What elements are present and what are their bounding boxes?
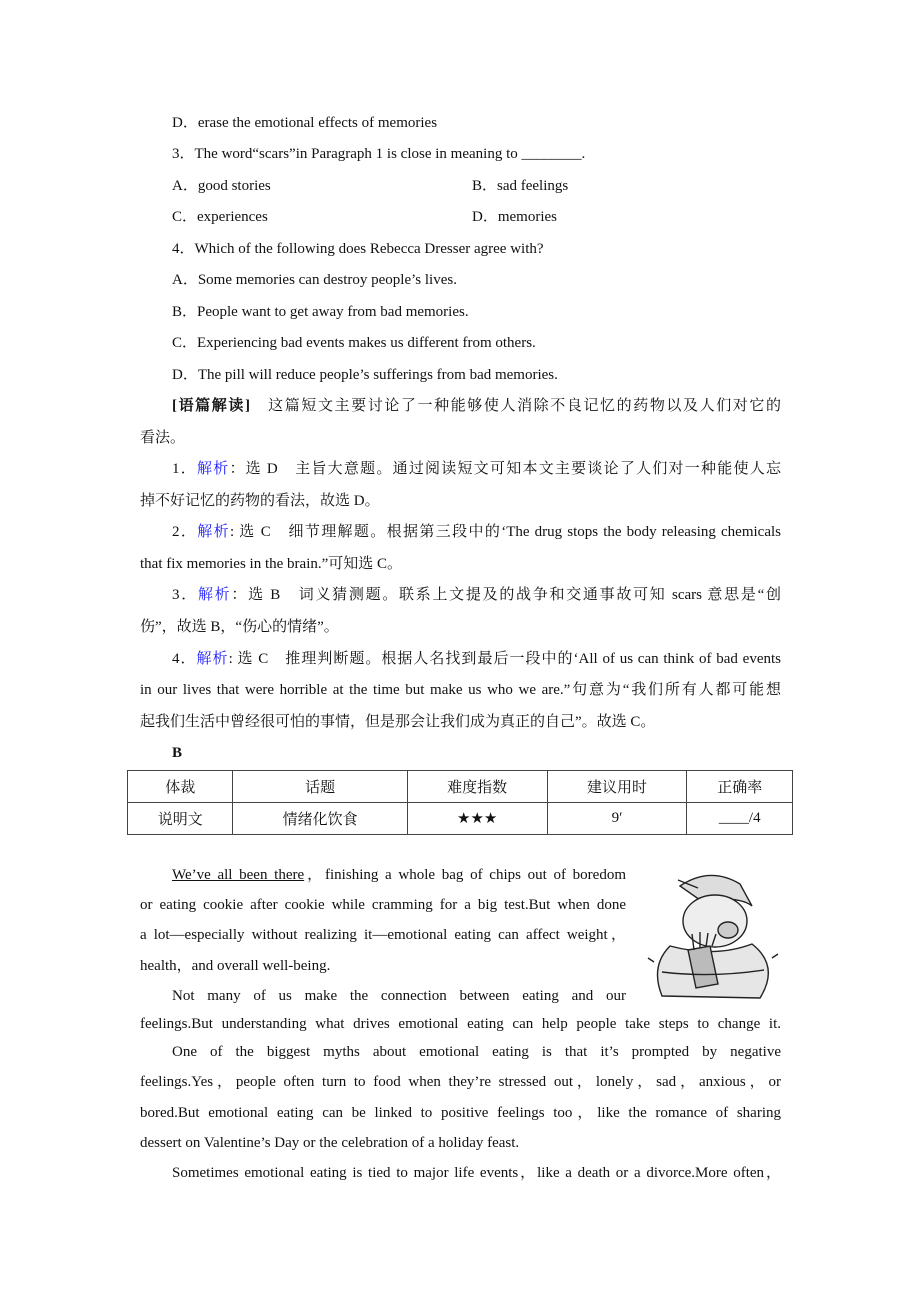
q4-option-b: B．People want to get away from bad memories.	[172, 304, 469, 320]
text: : 选 C 细节理解题。根据第三段中的‘The drug stops the body releasing chemicals	[229, 524, 781, 540]
q4-option-c: C．Experiencing bad events makes us different from others.	[172, 335, 536, 351]
q4-option-a: A．Some memories can destroy people’s lives.	[172, 272, 457, 288]
passage-p3-line-3: bored.But emotional eating can be linked to positive feelings too，like the romance of sharing	[140, 1105, 781, 1121]
section-b-heading: B	[172, 745, 183, 761]
analysis-1-line-2: 掉不好记忆的药物的看法，故选 D。	[140, 493, 380, 509]
q3-option-c: C．experiences	[172, 209, 268, 225]
passage-p1-line-3: a lot—especially without realizing it—emotional eating can affect weight，	[140, 927, 626, 943]
option-d: D．erase the emotional effects of memories	[172, 115, 438, 131]
passage-p3-line-2: feelings.Yes，people often turn to food when they’re stressed out，lonely，sad，anxious，or	[140, 1074, 781, 1090]
passage-p1-line-2: or eating cookie after cookie while cramming for a big test.But when done	[140, 897, 626, 913]
q3-option-a: A．good stories	[172, 178, 271, 194]
analysis-4	[172, 649, 781, 669]
header-cell: 建议用时	[547, 771, 687, 803]
table-row	[128, 803, 793, 835]
num: 1．	[172, 461, 197, 477]
keyword: 解析	[197, 587, 232, 603]
table-header-row	[128, 771, 793, 803]
num: 4．	[172, 651, 197, 667]
underlined-phrase: We’ve all been there	[172, 867, 305, 883]
passage-p2-line-1: Not many of us make the connection between eating and our	[172, 988, 626, 1004]
info-table	[127, 770, 793, 835]
question-3: 3．The word“scars”in Paragraph 1 is close in meaning to ________.	[172, 146, 586, 162]
summary-line-2: 看法。	[140, 430, 186, 446]
summary-text: 这篇短文主要讨论了一种能够使人消除不良记忆的药物以及人们对它的	[268, 398, 781, 414]
passage-p3-line-1: One of the biggest myths about emotional eating is that it’s prompted by negative	[172, 1044, 781, 1060]
analysis-1	[172, 459, 781, 479]
question-4: 4．Which of the following does Rebecca Dresser agree with?	[172, 241, 544, 257]
passage-p3-line-4: dessert on Valentine’s Day or the celebration of a holiday feast.	[140, 1135, 520, 1151]
keyword: 解析	[197, 524, 230, 540]
text: ：选 B 词义猜测题。联系上文提及的战争和交通事故可知 scars 意思是“创	[231, 587, 781, 603]
keyword: 解析	[196, 651, 229, 667]
keyword: 解析	[196, 461, 230, 477]
difficulty-stars: ★★★	[407, 803, 547, 835]
num: 3．	[172, 587, 198, 603]
cell: 9′	[547, 803, 687, 835]
q3-option-b: B．sad feelings	[472, 178, 569, 194]
cell: 说明文	[128, 803, 233, 835]
text: ，finishing a whole bag of chips out of boredom	[304, 867, 627, 883]
text: ：选 D 主旨大意题。通过阅读短文可知本文主要谈论了人们对一种能使人忘	[229, 461, 781, 477]
q4-option-d: D．The pill will reduce people’s sufferings from bad memories.	[172, 367, 558, 383]
analysis-4-line-3: 起我们生活中曾经很可怕的事情，但是那会让我们成为真正的自己”。故选 C。	[140, 714, 656, 730]
summary-label: [语篇解读]	[172, 398, 250, 414]
header-cell: 难度指数	[407, 771, 547, 803]
cell: ____/4	[687, 803, 793, 835]
cell: 情绪化饮食	[233, 803, 407, 835]
analysis-4-line-2: in our lives that were horrible at the time but make us who we are.”句意为“我们所有人都可能想	[140, 682, 781, 698]
passage-p4-line-1: Sometimes emotional eating is tied to major life events，like a death or a divorce.More often，	[172, 1165, 781, 1181]
analysis-3	[172, 585, 781, 605]
passage-p1-line-4: health，and overall well-being.	[140, 958, 331, 974]
emotional-eating-illustration	[640, 866, 782, 1008]
analysis-2-line-2: that fix memories in the brain.”可知选 C。	[140, 556, 403, 572]
analysis-3-line-2: 伤”，故选 B，“伤心的情绪”。	[140, 619, 339, 635]
summary-line-1	[172, 396, 781, 416]
header-cell: 正确率	[687, 771, 793, 803]
text: : 选 C 推理判断题。根据人名找到最后一段中的‘All of us can think of bad events	[228, 651, 781, 667]
passage-p1-line-1	[172, 865, 626, 885]
header-cell: 话题	[233, 771, 407, 803]
q3-option-d: D．memories	[472, 209, 557, 225]
passage-p2-line-2: feelings.But understanding what drives emotional eating can help people take steps to change it.	[140, 1016, 781, 1032]
header-cell: 体裁	[128, 771, 233, 803]
analysis-2	[172, 522, 781, 542]
num: 2．	[172, 524, 198, 540]
